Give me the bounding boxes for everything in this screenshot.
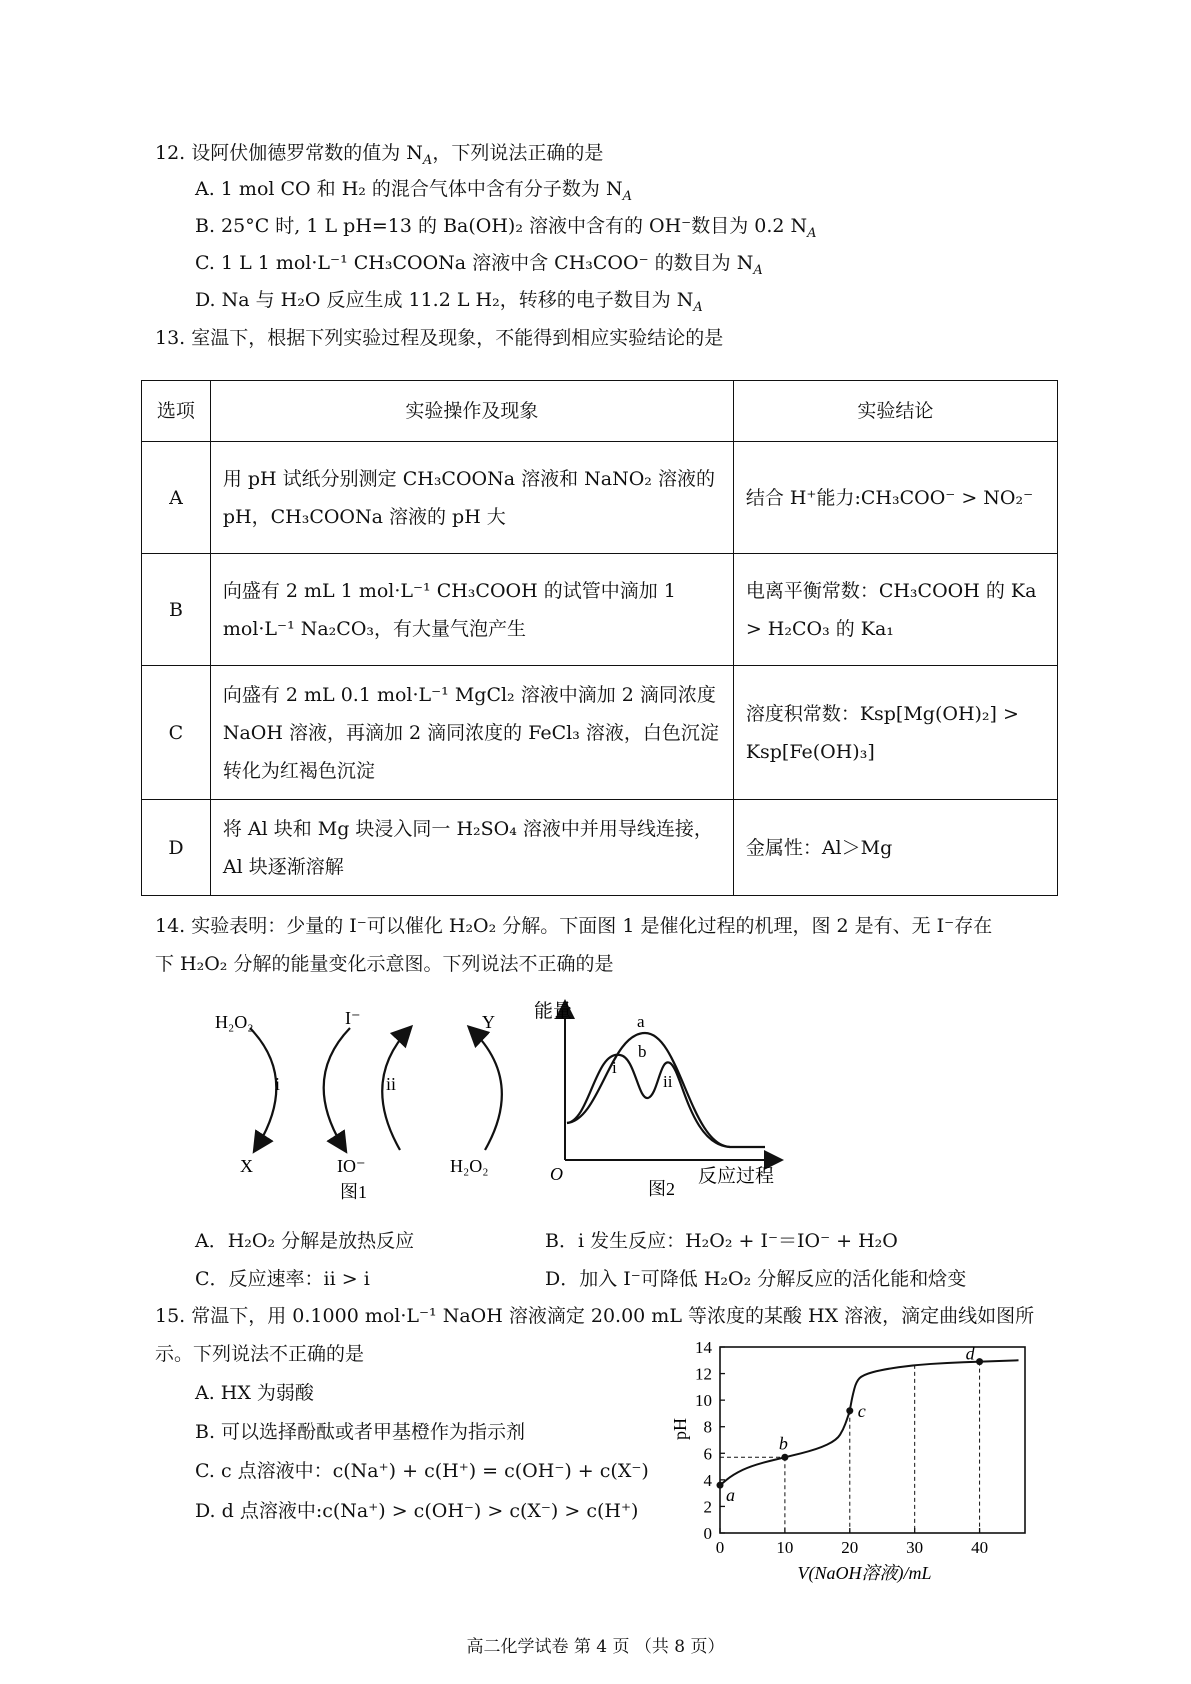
label-h2o2-bottom: H₂O₂ — [450, 1156, 489, 1176]
row-option: C — [142, 666, 211, 800]
q12-option-c: C. 1 L 1 mol·L⁻¹ CH₃COONa 溶液中含 CH₃COO⁻ 的数目为 $N_A$ — [195, 252, 763, 278]
q14-option-c: C．反应速率：ii > i — [195, 1268, 370, 1290]
arc-i-left — [250, 1028, 276, 1150]
row-conclusion: 结合 H⁺能力:CH₃COO⁻ > NO₂⁻ — [733, 442, 1057, 554]
row-conclusion: 溶度积常数：Ksp[Mg(OH)₂] > Ksp[Fe(OH)₃] — [733, 666, 1057, 800]
curve-label-ii: ii — [663, 1072, 673, 1091]
row-operation: 用 pH 试纸分别测定 CH₃COONa 溶液和 NaNO₂ 溶液的 pH，CH₃COONa 溶液的 pH 大 — [210, 442, 733, 554]
q15-option-c: C. c 点溶液中：c(Na⁺) + c(H⁺) = c(OH⁻) + c(X⁻) — [195, 1460, 649, 1482]
experiment-table — [141, 380, 1058, 896]
y-tick-label: 10 — [695, 1391, 712, 1411]
table-row — [142, 554, 1058, 666]
page-footer: 高二化学试卷 第 4 页 （共 8 页） — [466, 1637, 725, 1657]
q12-option-d: D. Na 与 H₂O 反应生成 11.2 L H₂，转移的电子数目为 $N_A$ — [195, 289, 703, 315]
table-row — [142, 800, 1058, 896]
point-a — [717, 1482, 724, 1489]
figure-2-energy — [530, 995, 790, 1200]
y-tick-label: 4 — [703, 1470, 712, 1490]
figure-1-caption: 图1 — [340, 1182, 367, 1200]
titration-chart — [660, 1335, 1060, 1587]
energy-axis-label: 能量 — [534, 1000, 573, 1022]
point-label-a: a — [726, 1485, 735, 1506]
row-option: B — [142, 554, 211, 666]
x-tick-label: 20 — [841, 1538, 859, 1557]
table-row — [142, 666, 1058, 800]
q14-stem-line1: 14. 实验表明：少量的 I⁻可以催化 H₂O₂ 分解。下面图 1 是催化过程的机理，图 2 是有、无 I⁻存在 — [155, 915, 993, 937]
titration-curve — [720, 1360, 1019, 1485]
header-option: 选项 — [142, 381, 211, 442]
x-tick-label: 0 — [715, 1538, 725, 1557]
arc-ii-right — [470, 1028, 502, 1150]
table-row — [142, 442, 1058, 554]
header-operation: 实验操作及现象 — [210, 381, 733, 442]
q15-stem-line2: 示。下列说法不正确的是 — [155, 1343, 365, 1365]
row-option: D — [142, 800, 211, 896]
q15-option-a: A. HX 为弱酸 — [195, 1382, 314, 1404]
figure-2-caption: 图2 — [648, 1179, 675, 1199]
y-tick-label: 0 — [703, 1524, 712, 1543]
point-label-c: c — [857, 1400, 866, 1421]
row-conclusion: 电离平衡常数：CH₃COOH 的 Ka > H₂CO₃ 的 Ka₁ — [733, 554, 1057, 666]
point-label-d: d — [965, 1343, 975, 1364]
q15-stem-line1: 15. 常温下，用 0.1000 mol·L⁻¹ NaOH 溶液滴定 20.00 mL 等浓度的某酸 HX 溶液，滴定曲线如图所 — [155, 1305, 1035, 1327]
table-header-row — [142, 381, 1058, 442]
arc-i-right — [324, 1028, 350, 1150]
q12-option-a: A. 1 mol CO 和 H₂ 的混合气体中含有分子数为 $N_A$ — [195, 178, 632, 204]
x-tick-label: 10 — [776, 1538, 794, 1557]
q15-option-d: D. d 点溶液中:c(Na⁺) > c(OH⁻) > c(X⁻) > c(H⁺) — [195, 1500, 639, 1522]
figure-1-mechanism — [200, 1000, 530, 1200]
point-d — [976, 1358, 983, 1365]
row-operation: 将 Al 块和 Mg 块浸入同一 H₂SO₄ 溶液中并用导线连接，Al 块逐渐溶解 — [210, 800, 733, 896]
label-i: i — [275, 1074, 281, 1094]
y-tick-label: 2 — [703, 1497, 712, 1517]
row-operation: 向盛有 2 mL 1 mol·L⁻¹ CH₃COOH 的试管中滴加 1 mol·L⁻¹ Na₂CO₃，有大量气泡产生 — [210, 554, 733, 666]
y-tick-label: 8 — [703, 1417, 712, 1437]
q13-stem: 13. 室温下，根据下列实验过程及现象，不能得到相应实验结论的是 — [155, 327, 724, 349]
q15-option-b: B. 可以选择酚酞或者甲基橙作为指示剂 — [195, 1421, 526, 1443]
label-h2o2-top: H₂O₂ — [215, 1012, 254, 1032]
header-conclusion: 实验结论 — [733, 381, 1057, 442]
q12-option-b: B. 25°C 时, 1 L pH=13 的 Ba(OH)₂ 溶液中含有的 OH⁻数目为 0.2 $N_A$ — [195, 215, 817, 241]
curve-label-i: i — [612, 1058, 617, 1077]
label-io: IO⁻ — [337, 1156, 366, 1176]
q14-option-b: B．i 发生反应：H₂O₂ + I⁻＝IO⁻ + H₂O — [545, 1230, 898, 1252]
y-tick-label: 6 — [703, 1444, 712, 1464]
row-option: A — [142, 442, 211, 554]
point-b — [781, 1454, 788, 1461]
x-tick-label: 40 — [971, 1538, 989, 1557]
row-operation: 向盛有 2 mL 0.1 mol·L⁻¹ MgCl₂ 溶液中滴加 2 滴同浓度 NaOH 溶液，再滴加 2 滴同浓度的 FeCl₃ 溶液，白色沉淀转化为红褐色沉淀 — [210, 666, 733, 800]
curve-label-a: a — [637, 1012, 645, 1031]
label-ii: ii — [386, 1074, 397, 1094]
y-tick-label: 12 — [695, 1364, 712, 1384]
q12-stem: 12. 设阿伏伽德罗常数的值为 $N_A$，下列说法正确的是 — [155, 142, 604, 168]
q14-option-d: D．加入 I⁻可降低 H₂O₂ 分解反应的活化能和焓变 — [545, 1268, 967, 1290]
label-y: Y — [482, 1012, 495, 1032]
curve-label-b: b — [638, 1042, 647, 1061]
q14-option-a: A．H₂O₂ 分解是放热反应 — [195, 1230, 415, 1252]
origin-label: O — [550, 1164, 563, 1184]
process-axis-label: 反应过程 — [698, 1165, 775, 1187]
y-axis-label: pH — [670, 1418, 690, 1440]
y-tick-label: 14 — [695, 1338, 712, 1357]
point-label-b: b — [778, 1433, 788, 1454]
x-tick-label: 30 — [906, 1538, 924, 1557]
x-axis-label: V(NaOH溶液)/mL — [797, 1563, 932, 1583]
point-c — [846, 1407, 853, 1414]
label-iminus: I⁻ — [345, 1008, 361, 1028]
row-conclusion: 金属性：Al＞Mg — [733, 800, 1057, 896]
q14-stem-line2: 下 H₂O₂ 分解的能量变化示意图。下列说法不正确的是 — [155, 953, 614, 975]
label-x: X — [240, 1156, 253, 1176]
